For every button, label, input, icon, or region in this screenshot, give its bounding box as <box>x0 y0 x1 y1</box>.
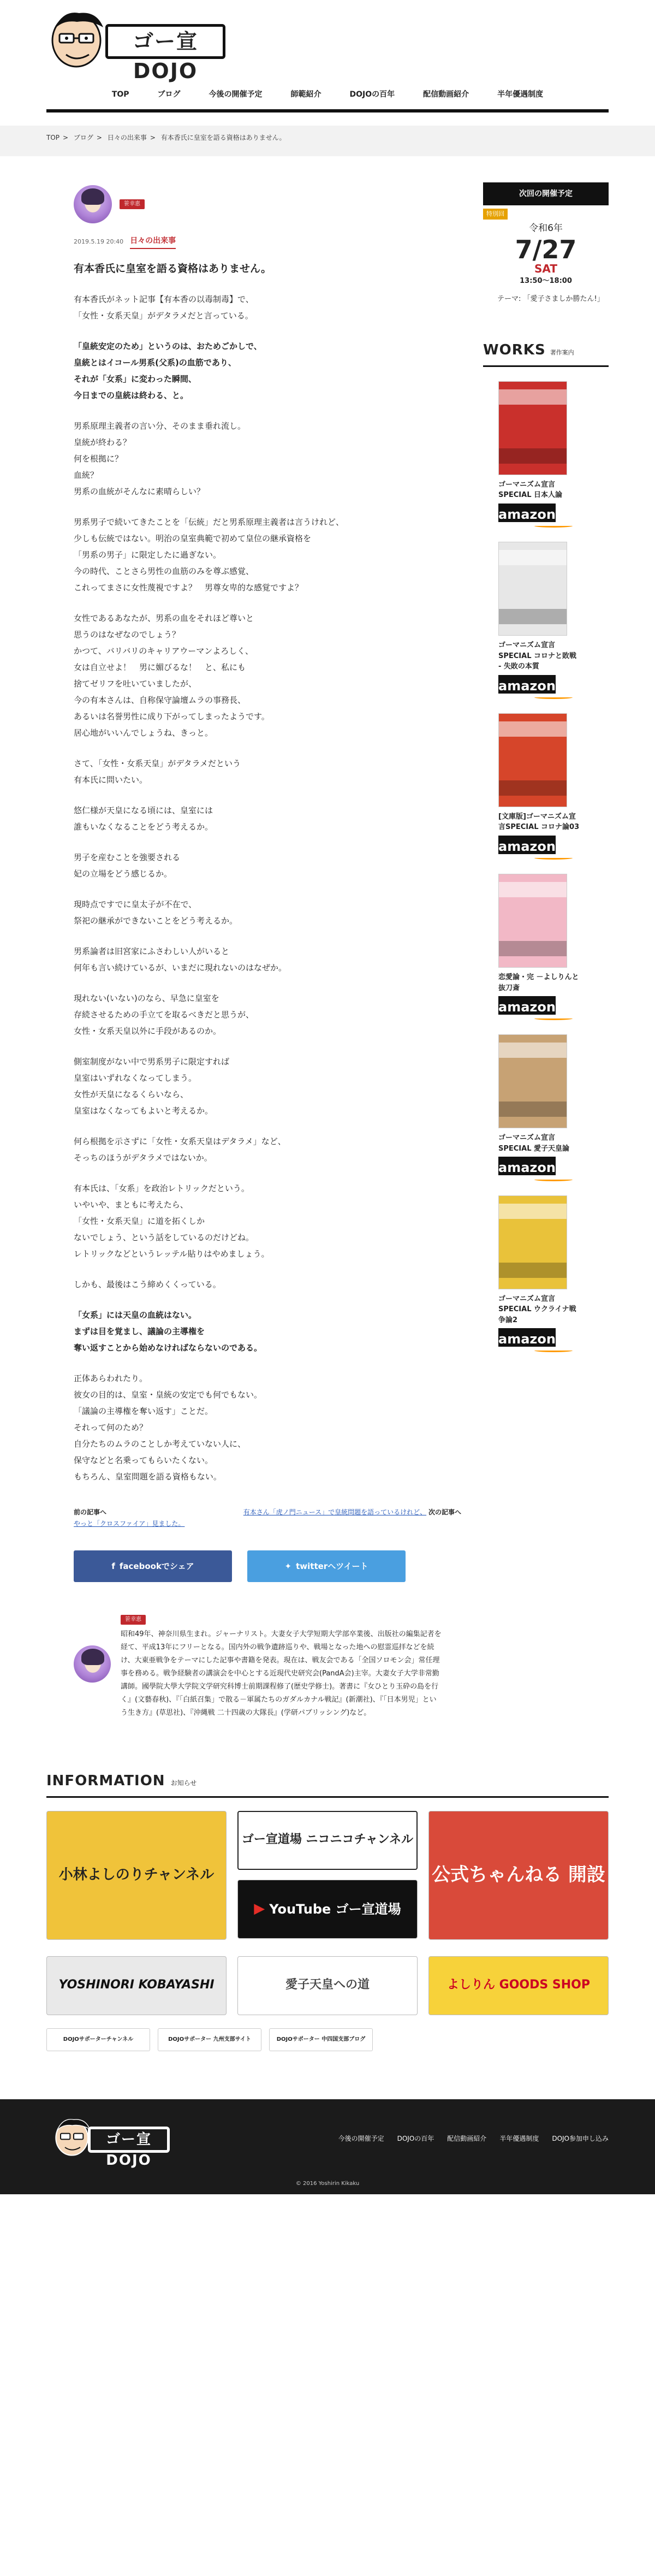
amazon-smile-icon <box>534 856 573 860</box>
nav-instructors[interactable]: 師範紹介 <box>290 90 321 99</box>
schedule-heading: 次回の開催予定 <box>483 182 609 205</box>
share-buttons <box>74 1550 461 1582</box>
goods-shop-banner[interactable] <box>428 1956 609 2015</box>
information-title: INFORMATION <box>46 1773 165 1790</box>
next-label: 次の記事へ <box>428 1508 461 1516</box>
amazon-button-caption: ご購入はこちら <box>536 1325 571 1330</box>
book-cover-band <box>499 882 567 897</box>
amazon-button[interactable] <box>498 1154 609 1181</box>
book-cover-band <box>499 780 567 796</box>
breadcrumb-blog[interactable]: ブログ <box>73 134 93 141</box>
post-paragraph: 現れない(いない)のなら、早急に皇室を 存続させるための手立てを取るべきだと思うが、 女性・女系天皇以外に手段があるのか。 <box>74 993 254 1036</box>
book-item <box>483 542 609 699</box>
book-cover-band <box>499 448 567 464</box>
kyushu-branch-banner[interactable]: DOJOサポーター 九州支部サイト <box>158 2028 261 2051</box>
post-paragraph: 有本氏は、「女系」を政治レトリックだという。 いやいや、まともに考えたら、 「女性・女系天皇」に道を拓くしか ないでしょう、という話をしているのだけどね。 レトリックなどというレッテル貼りはやめましょう。 <box>74 1183 270 1259</box>
footer-wordmark: ゴー宣DOJO <box>88 2127 170 2153</box>
site-header <box>0 0 655 126</box>
amazon-button-caption: ご購入はこちら <box>536 993 571 998</box>
global-nav <box>46 82 609 112</box>
yoshinori-site-banner[interactable] <box>46 1956 227 2015</box>
youtube-play-icon: ▶ <box>254 1900 265 1917</box>
book-cover-band <box>499 721 567 737</box>
footer-nav-apply[interactable]: DOJO参加申し込み <box>552 2134 609 2142</box>
kobayashi-channel-banner[interactable] <box>46 1811 227 1940</box>
nav-blog[interactable]: ブログ <box>157 90 181 99</box>
post-paragraph: 男系原理主義者の言い分、そのまま垂れ流し。 皇統が終わる？ 何を根拠に？ 血統？ 男系の血統がそんなに素晴らしい？ <box>74 421 246 496</box>
post-paragraph: 何ら根拠を示さずに「女性・女系天皇はデタラメ」など、 そっちのほうがデタラメではないか。 <box>74 1136 286 1163</box>
banner-grid-bottom <box>46 1956 609 2015</box>
twitter-bird-icon: ✦ <box>284 1561 292 1571</box>
supporter-banners <box>46 2028 609 2051</box>
article <box>46 182 461 1720</box>
post-paragraph: 有本香氏がネット記事【有本香の以毒制毒】で、 「女性・女系天皇」がデタラメだと言っている。 <box>74 294 254 321</box>
post-title: 有本香氏に皇室を語る資格はありません。 <box>74 262 272 275</box>
book-cover[interactable] <box>498 874 567 968</box>
nav-half-year[interactable]: 半年優遇制度 <box>497 90 544 99</box>
amazon-smile-icon <box>534 524 573 528</box>
amazon-button[interactable] <box>498 1325 609 1352</box>
post-paragraph: 男系男子で続いてきたことを「伝統」だと男系原理主義者は言うけれど、 少しも伝統ではない。明治の皇室典範で初めて皇位の継承資格を 「男系の男子」に限定したに過ぎない。 今の時代、ことさら男性の血筋のみを尊ぶ感覚、 これってまさに女性蔑視ですよ？ 男尊女卑的な感覚ですよ？ <box>74 517 344 593</box>
author-profile-badge[interactable]: 笹幸恵 <box>121 1615 146 1625</box>
yoshinori-site-label: YOSHINORI KOBAYASHI <box>58 1978 215 1992</box>
book-cover[interactable] <box>498 1195 567 1289</box>
amazon-logo-text: amazon <box>498 838 556 854</box>
mascot-face-icon <box>46 8 112 72</box>
amazon-logo-text: amazon <box>498 1331 556 1347</box>
chushikoku-branch-banner[interactable]: DOJOサポーター 中四国支部ブログ <box>269 2028 373 2051</box>
amazon-logo-text: amazon <box>498 999 556 1015</box>
amazon-smile-icon <box>534 1349 573 1352</box>
youtube-channel-banner[interactable] <box>237 1880 418 1939</box>
site-logo[interactable] <box>46 8 232 83</box>
content-container <box>46 156 609 1720</box>
author-avatar[interactable] <box>74 185 112 223</box>
book-cover-band <box>499 1102 567 1117</box>
author-badge[interactable]: 笹幸恵 <box>120 199 145 209</box>
footer-nav-hundred-years[interactable]: DOJOの百年 <box>397 2134 434 2142</box>
footer-nav <box>338 2133 609 2145</box>
amazon-smile-icon <box>534 1178 573 1181</box>
banner-grid-top <box>46 1811 609 1940</box>
post-paragraph: 女性であるあなたが、男系の血をそれほど尊いと 思うのはなぜなのでしょう？ かつて、バリバリのキャリアウーマンよろしく、 女は自立せよ！ 男に媚びるな！ と、私にも 捨てゼリフを吐いていましたが、 今の有本さんは、自称保守論壇ムラの事務長、 あるいは名誉男性に成り下がってしまったようです。 居心地がいいんでしょうね、きっと。 <box>74 613 270 738</box>
book-item <box>483 381 609 528</box>
author-profile <box>74 1613 461 1720</box>
works-title: WORKS <box>483 342 546 359</box>
facebook-share-button[interactable] <box>74 1550 232 1582</box>
amazon-button[interactable] <box>498 672 609 699</box>
book-item <box>483 1034 609 1181</box>
amazon-logo-text: amazon <box>498 1160 556 1176</box>
nav-videos[interactable]: 配信動画紹介 <box>423 90 469 99</box>
breadcrumb-top[interactable]: TOP <box>46 134 60 141</box>
information-heading <box>46 1769 609 1798</box>
goods-shop-label: よしりん GOODS SHOP <box>447 1978 590 1992</box>
breadcrumb-current: 有本香氏に皇室を語る資格はありません。 <box>160 134 286 141</box>
book-cover-band <box>499 1204 567 1219</box>
post-date: 2019.5.19 20:40 <box>74 238 124 245</box>
amazon-button[interactable] <box>498 833 609 860</box>
twitter-share-button[interactable] <box>247 1550 406 1582</box>
post-paragraph: しかも、最後はこう締めくくっている。 <box>74 1279 221 1289</box>
amazon-smile-icon <box>534 696 573 699</box>
breadcrumb: TOP > ブログ > 日々の出来事 > 有本香氏に皇室を語る資格はありません。 <box>0 126 655 156</box>
logo-wordmark: ゴー宣DOJO <box>105 24 225 59</box>
book-cover-band <box>499 1043 567 1058</box>
amazon-button[interactable] <box>498 993 609 1020</box>
amazon-logo-text: amazon <box>498 506 556 522</box>
facebook-icon: f <box>111 1561 115 1571</box>
book-cover[interactable] <box>498 1034 567 1128</box>
footer-nav-videos[interactable]: 配信動画紹介 <box>447 2134 487 2142</box>
post-pagination <box>74 1507 461 1530</box>
book-title[interactable]: ゴーマニズム宣言SPECIAL コロナと敗戦 - 失敗の本質 <box>498 641 577 671</box>
book-cover-band <box>499 550 567 565</box>
book-cover-band <box>499 1263 567 1278</box>
niconico-channel-banner[interactable] <box>237 1811 418 1870</box>
next-post <box>243 1507 461 1530</box>
schedule-box[interactable] <box>483 205 609 305</box>
author-bio <box>121 1613 443 1720</box>
post-paragraph: 悠仁様が天皇になる頃には、皇室には 誰もいなくなることをどう考えるか。 <box>74 805 213 832</box>
post-meta <box>74 234 461 249</box>
schedule-day: SAT <box>534 262 557 275</box>
works-heading <box>483 338 609 367</box>
niconico-channel-label: ゴー宣道場 ニコニコチャンネル <box>241 1833 414 1847</box>
information-section <box>46 1769 609 2051</box>
nav-divider <box>46 109 609 112</box>
footer-nav-half-year[interactable]: 半年優遇制度 <box>499 2134 539 2142</box>
post-paragraph: 側室制度がない中で男系男子に限定すれば 皇室はいずれなくなってしまう。 女性が天皇になるくらいなら、 皇室はなくなってもよいと考えるか。 <box>74 1056 230 1116</box>
book-title[interactable]: [文庫版]ゴーマニズム宣言SPECIAL コロナ論03 <box>498 812 580 832</box>
post-paragraph: さて、「女性・女系天皇」がデタラメだという 有本氏に問いたい。 <box>74 758 241 785</box>
sidebar <box>483 182 609 1720</box>
footer-logo[interactable] <box>52 2116 172 2169</box>
copyright: © 2016 Yoshirin Kikaku <box>295 2181 360 2187</box>
official-channel-label: 公式ちゃんねる 開設 <box>432 1863 605 1886</box>
author-profile-avatar[interactable] <box>74 1645 111 1683</box>
post-paragraph: 男系論者は旧宮家にふさわしい人がいると 何年も言い続けているが、いまだに現れないのはなぜか。 <box>74 946 287 973</box>
amazon-button-caption: ご購入はこちら <box>536 671 571 677</box>
book-title[interactable]: ゴーマニズム宣言SPECIAL 愛子天皇論 <box>498 1134 570 1153</box>
next-post-link[interactable]: 有本さん「虎ノ門ニュース」で皇統問題を語っているけれど、 <box>243 1508 427 1516</box>
youtube-channel-label: YouTube ゴー宣道場 <box>269 1901 401 1917</box>
twitter-share-label: twitterへツイート <box>296 1561 368 1571</box>
supporter-channel-banner[interactable]: DOJOサポーターチャンネル <box>46 2028 150 2051</box>
prev-label: 前の記事へ <box>74 1508 107 1516</box>
facebook-share-label: facebookでシェア <box>119 1561 194 1571</box>
amazon-button-caption: ご購入はこちら <box>536 500 571 506</box>
post-body <box>74 291 461 1485</box>
book-cover[interactable] <box>498 381 567 475</box>
amazon-button-caption: ご購入はこちら <box>536 832 571 838</box>
book-cover[interactable] <box>498 713 567 807</box>
banner-column <box>237 1811 418 1940</box>
author-bio-text: 昭和49年、神奈川県生まれ。ジャーナリスト。大妻女子大学短期大学部卒業後、出版社の編集記者を経て、平成13年にフリーとなる。国内外の戦争遺跡巡りや、戦場となった地への慰霊巡拝などを続け、大東亜戦争をテーマにした記事や書籍を発表。現在は、戦友会である「全国ソロモン会」常任理事を務める。戦争経験者の講演会を中心とする近現代史研究会(PandA会)主宰。大妻女子大学非常勤講師。國學院大學大学院文学研究科博士前期課程修了(歴史学修士)。著書に『女ひとり玉砕の島を行く』(文藝春秋)、『「白紙召集」で散る－軍属たちのガダルカナル戦記』(新潮社)、『「日本男児」という生き方』(草思社)、『沖縄戦 二十四歳の大隊長』(学研パブリッシング)など。 <box>121 1630 442 1718</box>
amazon-logo-text: amazon <box>498 678 556 694</box>
book-cover[interactable] <box>498 542 567 636</box>
nav-hundred-years[interactable]: DOJOの百年 <box>349 90 395 99</box>
book-title[interactable]: 恋愛論・完 －よしりんと抜刀斎 <box>498 973 579 992</box>
post-paragraph: 「女系」には天皇の血統はない。 まずは目を覚まし、議論の主導権を 奪い返すことから始めなければならないのである。 <box>74 1310 263 1353</box>
schedule-time: 13:50～18:00 <box>520 276 572 285</box>
information-subtitle: お知らせ <box>170 1779 197 1787</box>
book-cover-band <box>499 389 567 405</box>
post-paragraph: 現時点ですでに皇太子が不在で、 祭祀の継承ができないことをどう考えるか。 <box>74 899 238 926</box>
aiko-tenno-banner[interactable] <box>237 1956 418 2015</box>
prev-post <box>74 1507 184 1530</box>
post-paragraph: 「皇統安定のため」というのは、おためごかしで、 皇統とはイコール男系(父系)の血筋であり、 それが「女系」に変わった瞬間、 今日までの皇統は終わる、と。 <box>74 341 262 400</box>
amazon-button[interactable] <box>498 501 609 528</box>
post-header <box>74 185 461 223</box>
special-badge: 特別回 <box>483 209 508 220</box>
schedule-theme: テーマ: 「愛子さましか勝たん!」 <box>497 294 604 303</box>
post-paragraph: 男子を産むことを強要される 妃の立場をどう感じるか。 <box>74 852 181 879</box>
book-title[interactable]: ゴーマニズム宣言SPECIAL 日本人論 <box>498 480 563 500</box>
book-list <box>483 381 609 1353</box>
kobayashi-channel-label: 小林よしのりチャンネル <box>58 1866 215 1883</box>
schedule-date: 7/27 <box>515 234 577 264</box>
book-item <box>483 1195 609 1353</box>
footer-nav-schedule[interactable]: 今後の開催予定 <box>338 2134 384 2142</box>
amazon-button-caption: ご購入はこちら <box>536 1153 571 1159</box>
official-channel-open-banner[interactable] <box>428 1811 609 1940</box>
nav-top[interactable]: TOP <box>111 90 129 99</box>
book-cover-band <box>499 941 567 956</box>
book-item <box>483 713 609 860</box>
site-footer <box>0 2099 655 2194</box>
post-category-link[interactable]: 日々の出来事 <box>130 234 176 249</box>
aiko-tenno-label: 愛子天皇への道 <box>285 1978 370 1992</box>
book-cover-band <box>499 609 567 624</box>
book-title[interactable]: ゴーマニズム宣言SPECIAL ウクライナ戦争論2 <box>498 1294 576 1324</box>
post-paragraph: 正体あらわれたり。 彼女の目的は、皇室・皇統の安定でも何でもない。 「議論の主導権を奪い返す」ことだ。 それって何のため？ 自分たちのムラのことしか考えていない人に、 保守などと名乗ってもらいたくない。 もちろん、皇室問題を語る資格もない。 <box>74 1373 263 1482</box>
works-subtitle: 著作案内 <box>550 349 574 357</box>
prev-post-link[interactable]: やっと「クロスファイア」見ました。 <box>74 1519 185 1527</box>
schedule-era: 令和6年 <box>529 223 563 234</box>
amazon-smile-icon <box>534 1017 573 1020</box>
book-item <box>483 874 609 1020</box>
nav-schedule[interactable]: 今後の開催予定 <box>209 90 263 99</box>
breadcrumb-category[interactable]: 日々の出来事 <box>107 134 147 141</box>
